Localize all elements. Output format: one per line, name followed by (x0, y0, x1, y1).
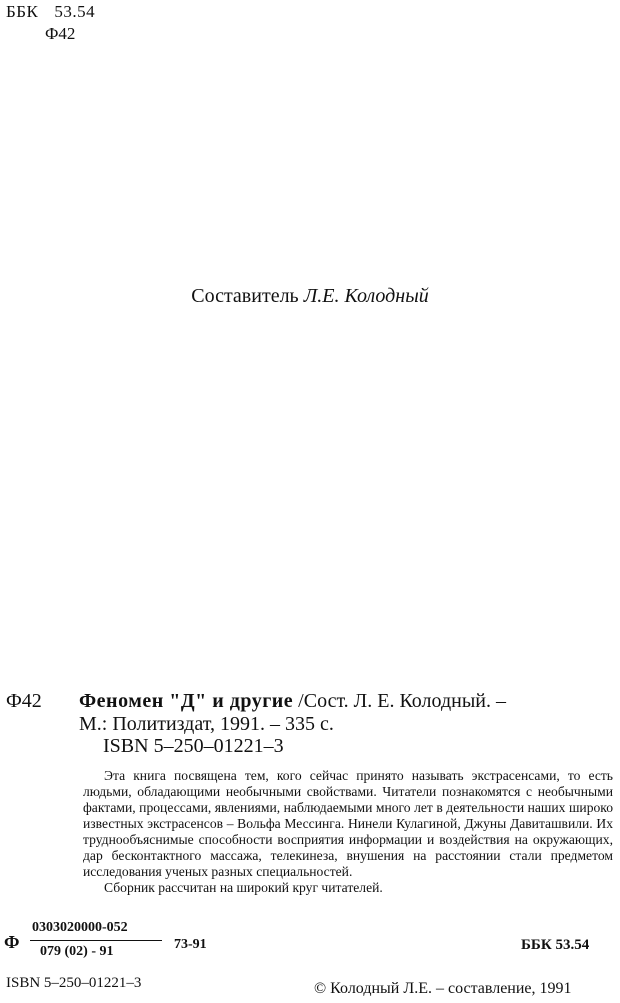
author-mark-catalog: Ф42 (6, 690, 42, 712)
isbn-bottom: ISBN 5–250–01221–3 (6, 975, 142, 991)
title-responsibility: /Сост. Л. Е. Колодный. – (293, 690, 506, 712)
author-mark-top: Ф42 (45, 24, 76, 43)
compiler-name: Л.Е. Колодный (303, 285, 429, 307)
index-code-denominator: 079 (02) - 91 (40, 944, 114, 959)
fraction-rule (30, 940, 162, 941)
index-letter: Ф (4, 932, 20, 952)
catalog-title-line (79, 690, 506, 713)
index-code-side: 73-91 (174, 937, 207, 952)
catalog-isbn: ISBN 5–250–01221–3 (103, 735, 284, 757)
index-code-numerator: 0303020000-052 (32, 920, 128, 935)
compiler-label: Составитель (191, 285, 304, 307)
annotation (83, 768, 613, 896)
copyright-line: © Колодный Л.Е. – составление, 1991 (314, 980, 572, 997)
annotation-paragraph: Эта книга посвящена тем, кого сейчас принято называть экстрасенсами, то есть людьми, обладающими необычными свойствами. Читатели познакомятся с необычными фактами, процессами, явлениями, наблюдаемыми много лет в деятельности наших широко известных экстрасенсов – Вольфа Мессинга. Нинели Кулагиной, Джуны Давиташвили. Их труднообъяснимые способности восприятия информации и воздействия на окружающих, дар бесконтактного массажа, телекинеза, внушения на расстоянии стали предметом исследования ученых разных специальностей. (83, 768, 613, 879)
book-title: Феномен "Д" и другие (79, 690, 294, 712)
publication-info: М.: Политиздат, 1991. – 335 с. (79, 713, 334, 735)
annotation-paragraph: Сборник рассчитан на широкий круг читателей. (104, 880, 383, 895)
compiler-line (0, 285, 620, 308)
bbk-bottom: ББК 53.54 (521, 937, 590, 953)
bbk-classification (6, 2, 95, 22)
bbk-number: 53.54 (54, 2, 96, 21)
bbk-label: ББК (6, 2, 39, 21)
